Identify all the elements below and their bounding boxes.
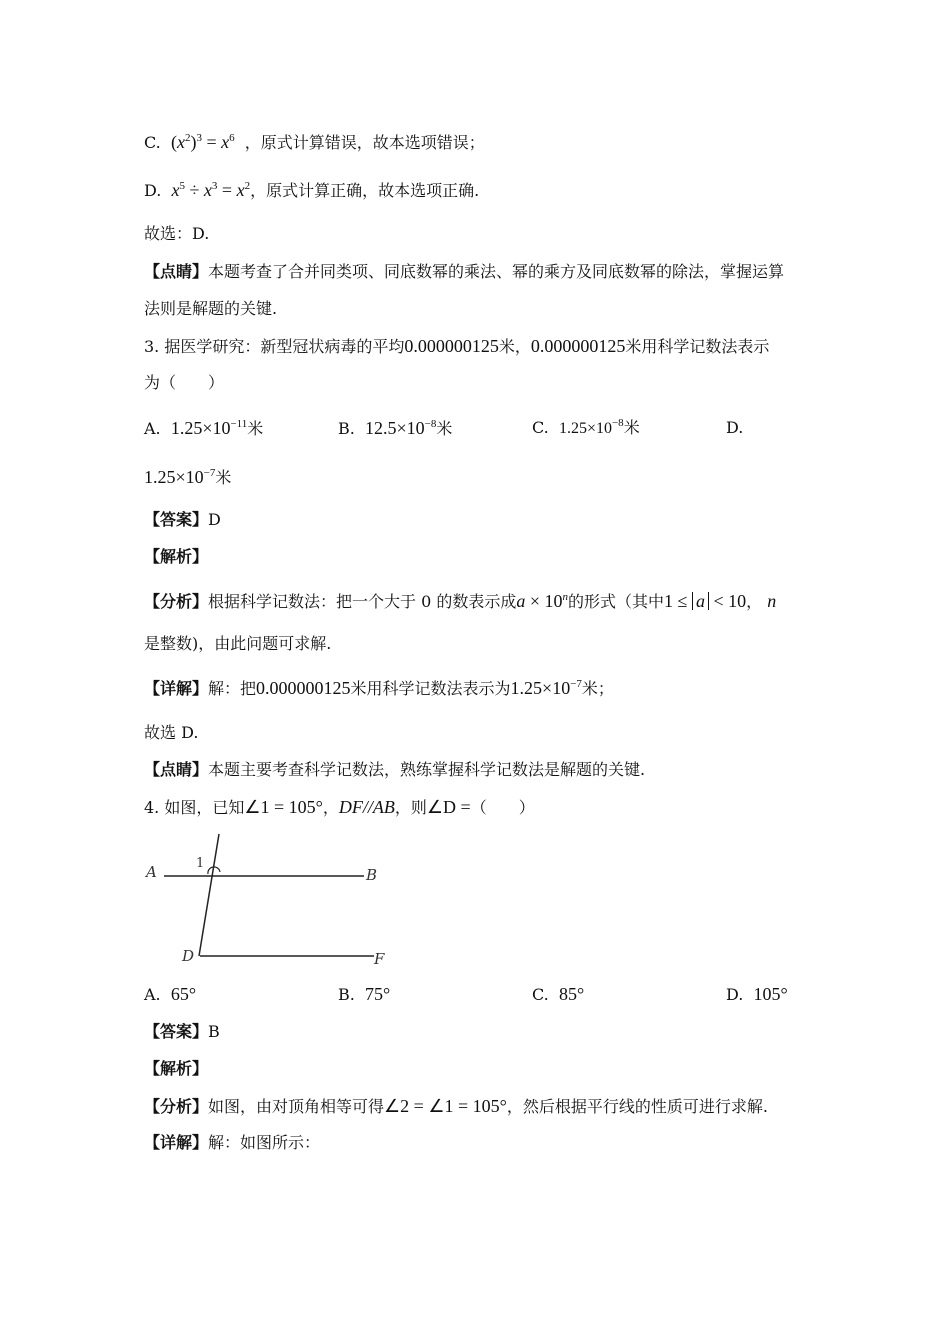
q3-text: 米， <box>498 337 531 356</box>
choose-line-1: 故选：D. <box>144 224 210 243</box>
option-label: B. <box>338 419 355 438</box>
formula-sci: $a \times 10^n$ <box>516 591 569 611</box>
fenxi-tag: 【分析】 <box>144 592 209 611</box>
exponent: −8 <box>424 418 437 430</box>
label-d: D <box>182 947 195 965</box>
q3-option-a <box>144 417 263 440</box>
fenxi-line-3 <box>144 590 776 613</box>
answer-line-4 <box>144 1021 220 1043</box>
number: 10 <box>544 591 563 611</box>
fenxi-line-3b: 是整数)，由此问题可求解. <box>144 634 332 653</box>
option-d-label: D. <box>144 181 162 200</box>
var-n: n <box>767 591 777 611</box>
option-value: 65° <box>170 984 197 1004</box>
answer-tag: 【答案】 <box>144 1022 209 1041</box>
formula-c: $(x^2)^3 = x^6$ <box>170 132 235 152</box>
formula-angle1: ∠1 = 105° <box>244 797 323 817</box>
exponent: 3 <box>196 132 202 144</box>
number: 0.000000125 <box>256 678 351 698</box>
formula-parallel: DF//AB <box>338 797 395 817</box>
fenxi-text: ，然后根据平行线的性质可进行求解. <box>506 1097 768 1116</box>
exponent: −7 <box>203 467 216 479</box>
exponent: −11 <box>230 418 248 430</box>
mantissa: 1.25×10 <box>144 467 204 487</box>
label-a: A <box>146 863 157 881</box>
option-value <box>144 467 215 487</box>
question-3-line <box>144 335 769 358</box>
q4-option-a <box>144 983 196 1006</box>
option-label: D. <box>726 985 744 1004</box>
xiangjie-text: 解：如图所示： <box>208 1133 321 1152</box>
number: 10 <box>728 591 747 611</box>
q3-number: 0.000000125 <box>530 336 626 356</box>
option-value <box>365 418 436 438</box>
option-d-line <box>144 179 479 202</box>
option-c-label: C. <box>144 133 161 152</box>
var-x: x <box>236 180 245 200</box>
q3-option-c <box>532 417 640 440</box>
answer-value: D <box>208 510 221 529</box>
option-value <box>558 417 624 437</box>
comment-tag: 【点睛】 <box>144 262 209 281</box>
q3-option-d <box>144 466 231 489</box>
unit: 米 <box>247 419 264 438</box>
comment-tag: 【点睛】 <box>144 760 209 779</box>
exponent: 2 <box>184 132 191 144</box>
q4-text: （ ） <box>470 798 535 817</box>
option-label: A. <box>144 985 161 1004</box>
transversal-line <box>199 834 219 956</box>
q3-text: 3. 据医学研究：新型冠状病毒的平均 <box>144 337 405 356</box>
option-label: C. <box>532 985 549 1004</box>
option-d-text: ，原式计算正确，故本选项正确. <box>250 181 480 200</box>
fenxi-text: 根据科学记数法：把一个大于 0 的数表示成 <box>208 592 517 611</box>
q4-text: 4. 如图，已知 <box>144 798 245 817</box>
mantissa: 12.5×10 <box>365 418 425 438</box>
fenxi-text: 的形式（其中 <box>568 592 665 611</box>
exponent: 6 <box>229 132 235 144</box>
comment-text: 本题主要考查科学记数法，熟练掌握科学记数法是解题的关键. <box>208 760 646 779</box>
q4-text: ， <box>322 798 339 817</box>
q4-option-d <box>726 983 788 1006</box>
xiangjie-text: 解：把 <box>208 679 257 698</box>
var-x: x <box>221 132 230 152</box>
var-x: x <box>203 180 212 200</box>
var-x: x <box>171 180 180 200</box>
parallel-lines-figure <box>140 830 400 975</box>
q3-number: 0.000000125 <box>404 336 499 356</box>
number: 1 <box>664 591 674 611</box>
xiangjie-line-3 <box>144 677 614 700</box>
q3-option-b <box>338 417 452 440</box>
option-label: A. <box>144 419 161 438</box>
formula-d: $x^5 \div x^3 = x^2$ <box>171 180 251 200</box>
formula-angle-d: ∠D = <box>426 797 471 817</box>
exponent: n <box>562 591 569 603</box>
option-value: 85° <box>558 984 585 1004</box>
abs-a: a <box>692 592 709 610</box>
mantissa: 1.25×10 <box>170 418 231 438</box>
exponent: 2 <box>244 180 251 192</box>
analysis-tag-4: 【解析】 <box>144 1059 209 1078</box>
unit: 米 <box>215 468 232 487</box>
q4-text: ，则 <box>394 798 427 817</box>
option-label: B. <box>338 985 355 1004</box>
label-b: B <box>366 866 378 884</box>
option-value <box>171 418 247 438</box>
formula-result <box>511 678 582 698</box>
exponent: 3 <box>211 180 218 192</box>
comment-line-1 <box>144 261 784 283</box>
analysis-tag-3: 【解析】 <box>144 547 209 566</box>
mantissa: 1.25×10 <box>558 420 612 437</box>
mantissa: 1.25×10 <box>510 678 571 698</box>
xiangjie-text: 米用科学记数法表示为 <box>350 679 511 698</box>
comment-line-3 <box>144 759 645 781</box>
q3-text: 米用科学记数法表示 <box>625 337 770 356</box>
option-label: C. <box>532 418 549 437</box>
answer-tag: 【答案】 <box>144 510 209 529</box>
choose-line-3: 故选 D. <box>144 723 199 742</box>
option-value: 105° <box>753 984 788 1004</box>
option-c-line <box>144 131 485 154</box>
answer-value: B <box>208 1022 220 1041</box>
xiangjie-line-4 <box>144 1132 320 1154</box>
option-value: 75° <box>365 984 391 1004</box>
xiangjie-tag: 【详解】 <box>144 679 209 698</box>
fenxi-text: ， <box>746 592 763 611</box>
exponent: 5 <box>179 180 186 192</box>
comment-text: 本题考查了合并同类项、同底数幂的乘法、幂的乘方及同底数幂的除法，掌握运算 <box>208 262 785 281</box>
question-4-line <box>144 796 535 819</box>
var-a: a <box>516 591 526 611</box>
q4-option-c <box>532 983 584 1006</box>
fenxi-tag: 【分析】 <box>144 1097 209 1116</box>
option-c-text: ，原式计算错误，故本选项错误； <box>244 133 485 152</box>
label-f: F <box>374 950 385 968</box>
question-3-line-2: 为（ ） <box>144 373 225 392</box>
xiangjie-tag: 【详解】 <box>144 1133 209 1152</box>
formula-angle2: ∠2 = ∠1 = 105° <box>384 1096 507 1116</box>
xiangjie-text: 米； <box>581 679 614 698</box>
var-x: x <box>176 132 185 152</box>
fenxi-line-4 <box>144 1095 768 1118</box>
fenxi-text: 如图，由对顶角相等可得 <box>208 1097 385 1116</box>
unit: 米 <box>436 419 453 438</box>
q3-option-d-label: D. <box>726 418 744 437</box>
formula-range: 1 ≤ a < 10 <box>664 591 747 611</box>
answer-line-3 <box>144 509 221 531</box>
exponent: −8 <box>611 417 624 429</box>
comment-line-1b: 法则是解题的关键. <box>144 299 278 318</box>
label-1: 1 <box>196 856 205 871</box>
unit: 米 <box>623 418 640 437</box>
q4-option-b <box>338 983 390 1006</box>
exponent: −7 <box>570 678 582 690</box>
